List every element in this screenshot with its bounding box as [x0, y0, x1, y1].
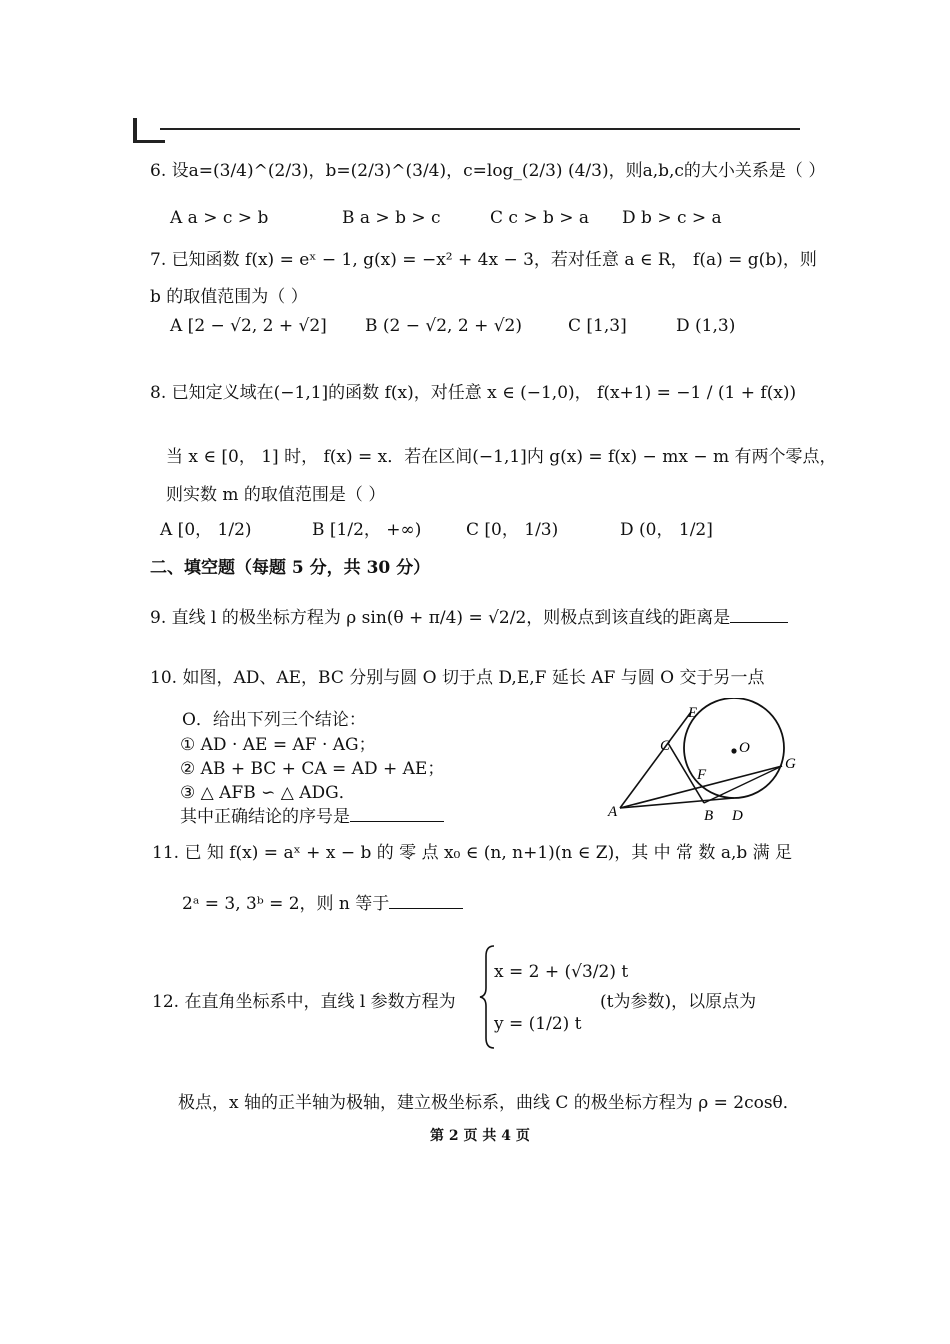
label-c: C [660, 738, 671, 754]
q8-option-b: B [1/2， +∞) [312, 520, 422, 540]
q7-option-d: D (1,3) [676, 316, 736, 336]
question-10-conclusion-3: ③ △ AFB ∽ △ ADG． [180, 783, 356, 803]
tangent-ae [620, 712, 691, 808]
q8-option-c: C [0， 1/3) [466, 520, 559, 540]
q8-option-d: D (0， 1/2] [620, 520, 713, 540]
system-brace [478, 944, 498, 1050]
question-11-line2-text: 2ᵃ = 3, 3ᵇ = 2，则 n 等于 [182, 894, 390, 914]
circle-tangent-figure [606, 698, 806, 828]
question-11-line1: 11. 已 知 f(x) = aˣ + x − b 的 零 点 x₀ ∈ (n, n+1)(n ∈ Z)，其 中 常 数 a,b 满 足 [152, 843, 793, 863]
section-2-heading: 二、填空题（每题 5 分，共 30 分） [150, 558, 431, 578]
circle-o [684, 698, 784, 798]
question-9 [150, 603, 788, 628]
question-12-eq1: x = 2 + (√3/2) t [494, 962, 629, 982]
label-e: E [688, 705, 698, 721]
answer-blank-11[interactable] [389, 892, 463, 909]
question-12-lead: 12. 在直角坐标系中，直线 l 参数方程为 [152, 992, 456, 1012]
q7-option-a: A [2 − √2, 2 + √2] [170, 316, 327, 336]
question-10-line1: 10. 如图，AD、AE，BC 分别与圆 O 切于点 D,E,F 延长 AF 与圆 O 交于另一点 [150, 668, 765, 688]
question-11-line2 [182, 889, 463, 914]
question-12-eq2: y = (1/2) t [494, 1014, 582, 1034]
page-footer: 第 2 页 共 4 页 [430, 1128, 530, 1144]
q6-option-d: D b > c > a [622, 208, 722, 228]
question-8-line3: 则实数 m 的取值范围是（ ） [166, 485, 386, 505]
question-7-line2: b 的取值范围为（ ） [150, 287, 308, 307]
answer-blank-9[interactable] [730, 606, 788, 623]
q8-option-a: A [0， 1/2) [160, 520, 252, 540]
answer-blank-10[interactable] [350, 805, 444, 822]
question-10-line2: O．给出下列三个结论： [182, 710, 366, 730]
label-o: O [739, 740, 750, 756]
question-10-ask [180, 802, 444, 827]
question-8-line1: 8. 已知定义域在(−1,1]的函数 f(x)，对任意 x ∈ (−1,0)， f(x+1) = −1 / (1 + f(x)) [150, 383, 797, 403]
q6-option-b: B a > b > c [342, 208, 441, 228]
label-f: F [697, 767, 707, 783]
center-point-o [731, 748, 736, 753]
label-g: G [785, 756, 796, 772]
q7-option-c: C [1,3] [568, 316, 627, 336]
question-8-line2: 当 x ∈ [0， 1] 时， f(x) = x．若在区间(−1,1]内 g(x) = f(x) − mx − m 有两个零点， [166, 447, 837, 467]
question-10-conclusion-1: ① AD · AE = AF · AG； [180, 735, 376, 755]
q6-option-a: A a > c > b [170, 208, 269, 228]
question-6: 6. 设a=(3/4)^(2/3)，b=(2/3)^(3/4)，c=log_(2/3) (4/3)，则a,b,c的大小关系是（ ） [150, 161, 826, 181]
question-10-conclusion-2: ② AB + BC + CA = AD + AE； [180, 759, 445, 779]
label-b: B [704, 808, 714, 824]
question-12-tail: (t为参数)，以原点为 [600, 992, 757, 1012]
label-d: D [732, 808, 743, 824]
question-12-line2: 极点，x 轴的正半轴为极轴，建立极坐标系，曲线 C 的极坐标方程为 ρ = 2cosθ． [178, 1093, 800, 1113]
q7-option-b: B (2 − √2, 2 + √2) [365, 316, 523, 336]
question-9-text: 9. 直线 l 的极坐标方程为 ρ sin(θ + π/4) = √2/2，则极点到该直线的距离是 [150, 608, 731, 628]
question-7-line1: 7. 已知函数 f(x) = eˣ − 1, g(x) = −x² + 4x − 3，若对任意 a ∈ R， f(a) = g(b)，则 [150, 250, 817, 270]
binding-corner-mark [133, 118, 165, 143]
label-a: A [608, 804, 618, 820]
header-rule [160, 128, 800, 130]
question-10-ask-text: 其中正确结论的序号是 [180, 807, 350, 827]
q6-option-c: C c > b > a [490, 208, 590, 228]
